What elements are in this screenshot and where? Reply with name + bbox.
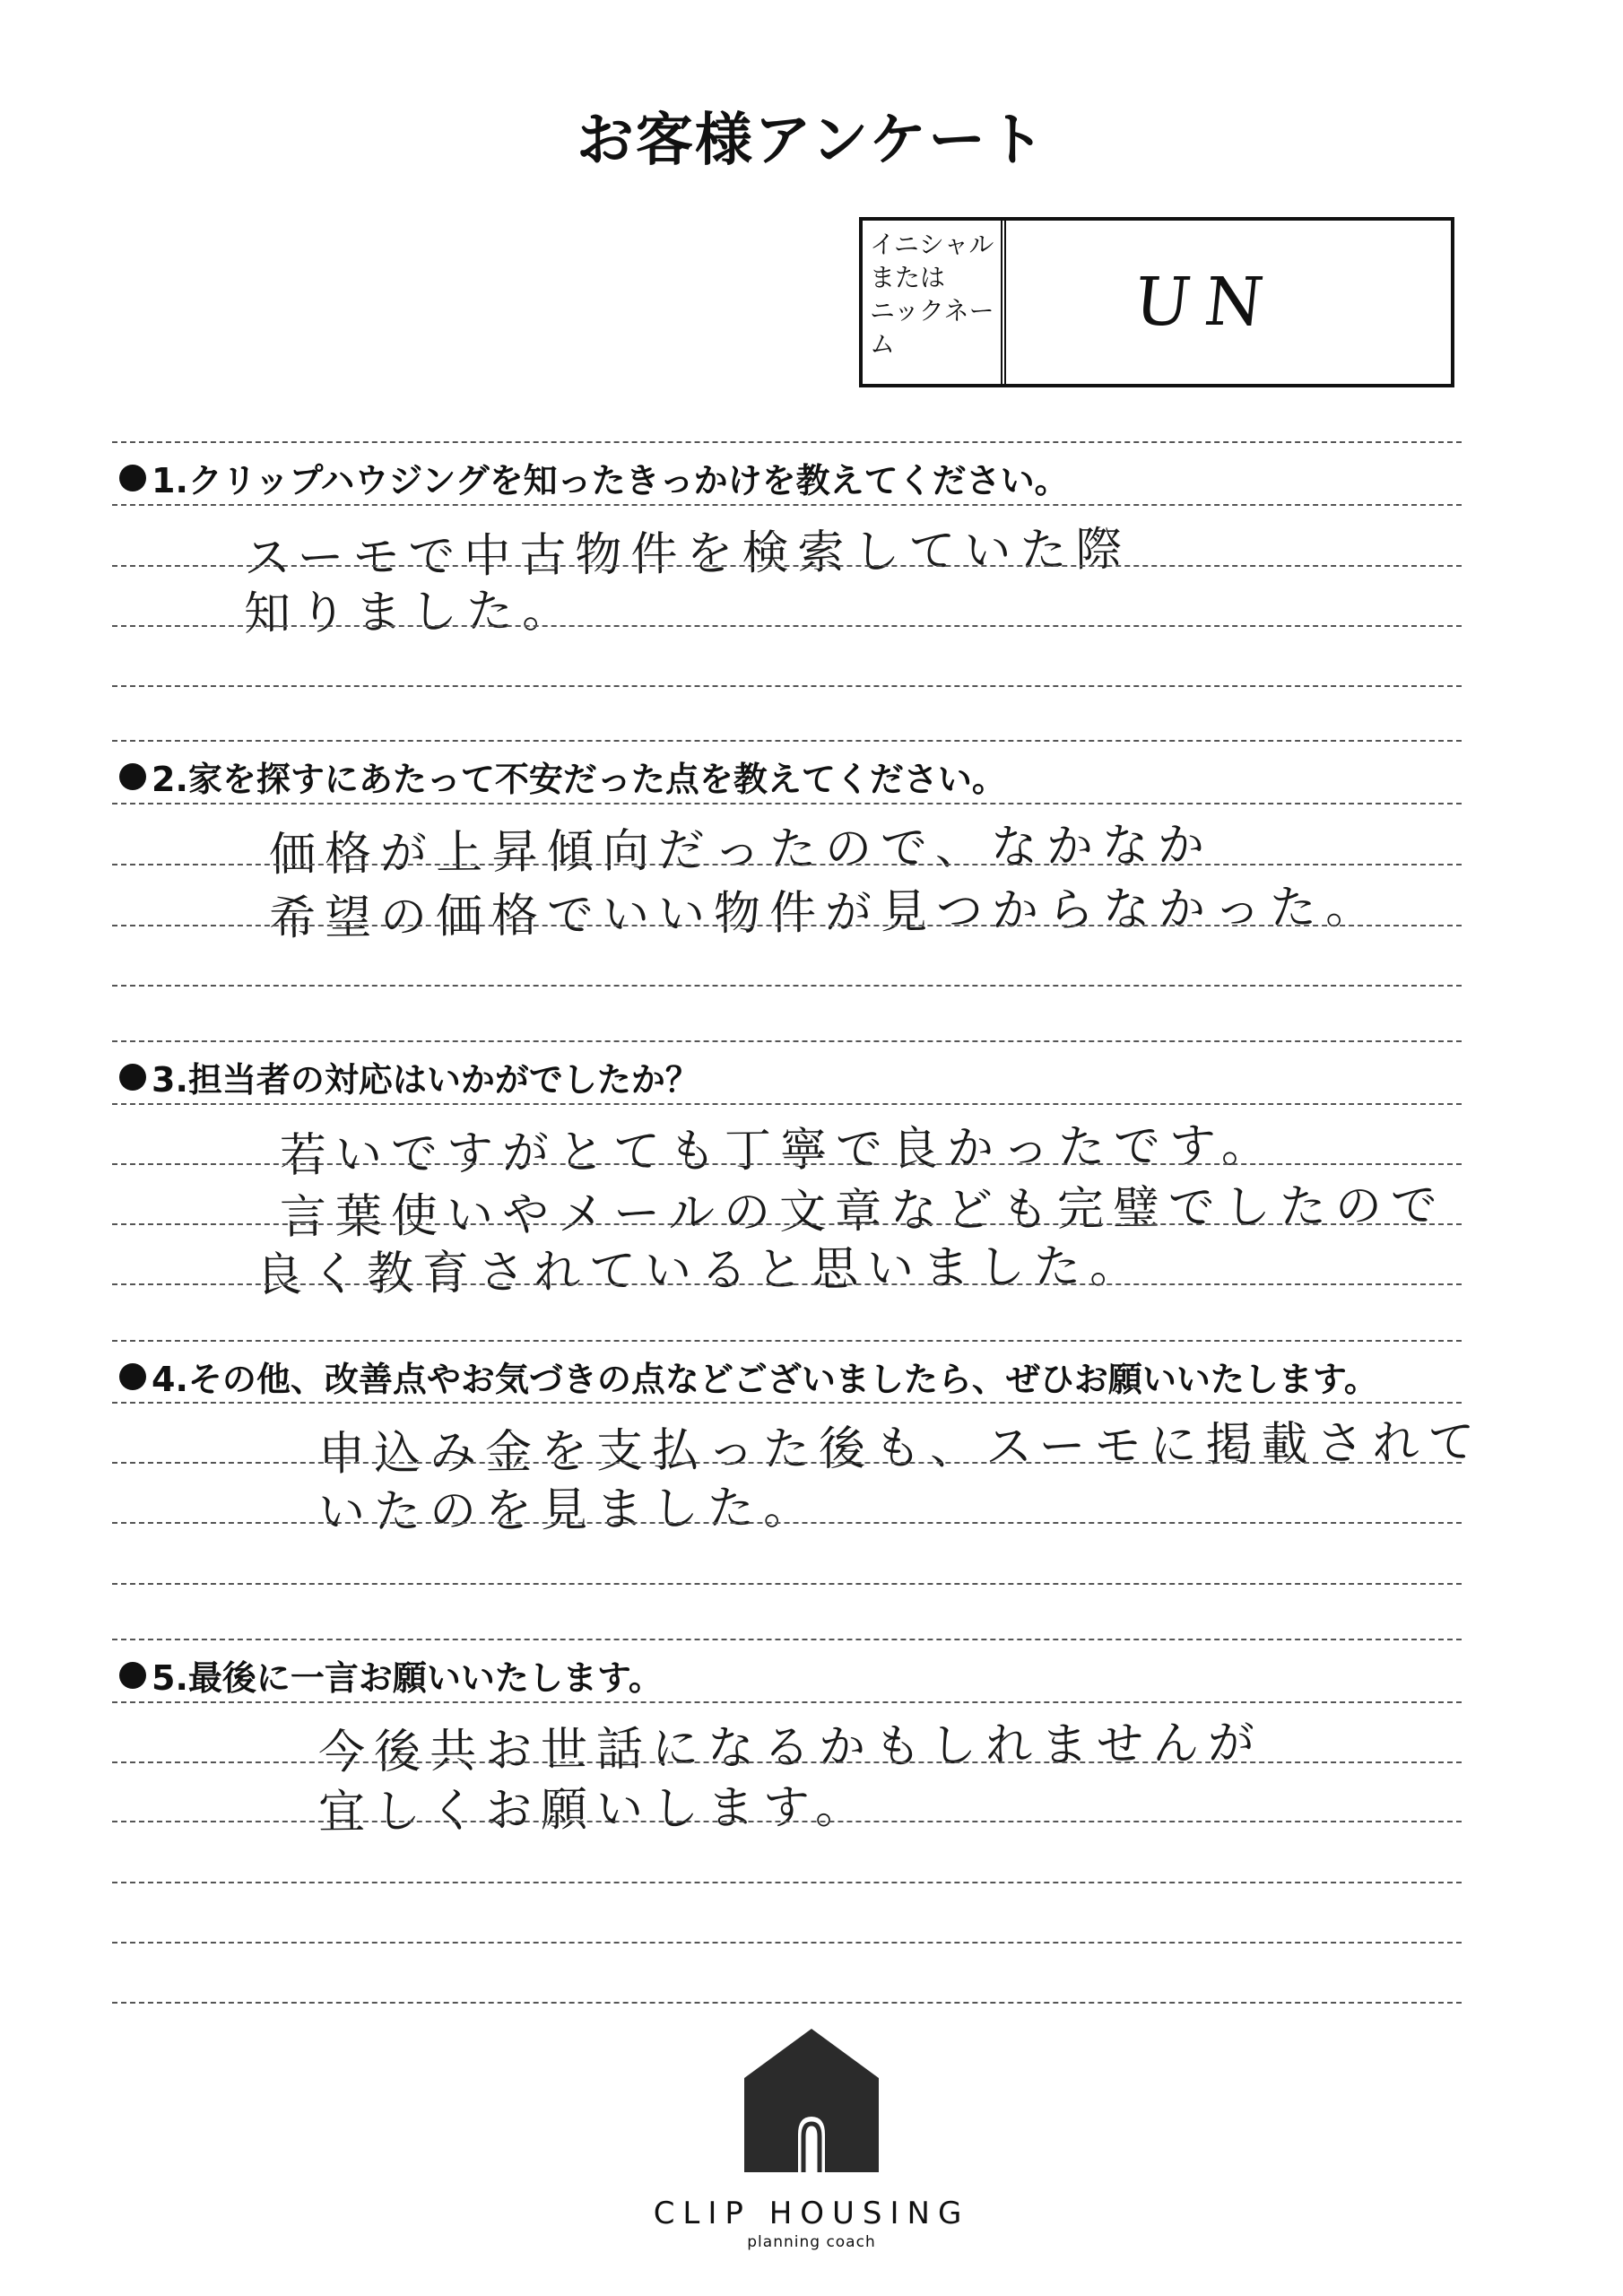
rule [112,565,1462,567]
rule [112,1283,1462,1285]
question-5 [119,1650,663,1700]
rule [112,1639,1462,1640]
question-1-label: 1.クリップハウジングを知ったきっかけを教えてください。 [152,461,1069,500]
logo-name: CLIP HOUSING [653,2196,970,2231]
name-value: UN [1130,264,1282,341]
question-3-label: 3.担当者の対応はいかがでしたか？ [152,1060,699,1100]
answer-4-line-2: いたのを見ました。 [317,1481,820,1540]
name-label-line: ム [870,329,896,359]
logo-tagline: planning coach [747,2233,876,2251]
rule [112,625,1462,627]
answer-3-line-3: 良く教育されていると思いました。 [255,1239,1146,1303]
name-label-line: または [870,263,946,292]
bullet-icon [119,1662,146,1689]
bullet-icon [119,465,146,491]
answer-3-line-1: 若いですがとても丁寧で良かったです。 [279,1118,1278,1183]
answer-5-line-2: 宜しくお願いします。 [317,1779,872,1840]
name-label-line: イニシャル [870,230,994,259]
rule [112,1462,1462,1464]
rule [112,1163,1462,1165]
question-1 [119,453,1069,502]
question-2 [119,752,1006,801]
question-4-label: 4.その他、改善点やお気づきの点などございましたら、ぜひお願いいたします。 [152,1360,1378,1399]
rule [112,803,1462,804]
rule [112,1942,1462,1944]
rule [112,1340,1462,1342]
rule [112,1701,1462,1703]
rule [112,1402,1462,1404]
rule [112,740,1462,742]
answer-2-line-1: 価格が上昇傾向だったので、なかなか [268,818,1214,883]
rule [112,2002,1462,2004]
rule [112,1040,1462,1042]
rule [112,685,1462,687]
bullet-icon [119,1363,146,1390]
survey-title: お客様アンケート [576,108,1047,174]
rule [112,441,1462,443]
rule [112,864,1462,865]
answer-5-line-1: 今後共お世話になるかもしれませんが [317,1716,1264,1780]
rule [112,925,1462,926]
answer-1-line-1: スーモで中古物件を検索していた際 [243,522,1132,587]
rule [112,1103,1462,1105]
bullet-icon [119,1064,146,1091]
question-5-label: 5.最後に一言お願いいたします。 [152,1658,663,1698]
question-3 [119,1052,699,1101]
answer-2-line-2: 希望の価格でいい物件が見つからなかった。 [268,880,1382,946]
rule [112,1223,1462,1225]
answer-1-line-2: 知りました。 [243,584,578,641]
name-label [863,221,1006,384]
house-icon [744,2029,879,2172]
question-2-label: 2.家を探すにあたって不安だった点を教えてください。 [152,760,1006,799]
bullet-icon [119,763,146,790]
rule [112,1583,1462,1585]
answer-3-line-2: 言葉使いやメールの文章なども完璧でしたので [279,1178,1447,1245]
rule [112,1522,1462,1524]
clip-housing-logo [0,2029,1623,2251]
rule [112,985,1462,987]
rule [112,1882,1462,1883]
question-4 [119,1352,1378,1401]
rule [112,1821,1462,1822]
answer-4-line-1: 申込み金を支払った後も、スーモに掲載されて [317,1415,1484,1482]
rule [112,504,1462,506]
name-label-line: ニックネー [870,296,994,326]
rule [112,1761,1462,1763]
name-box [859,217,1454,387]
